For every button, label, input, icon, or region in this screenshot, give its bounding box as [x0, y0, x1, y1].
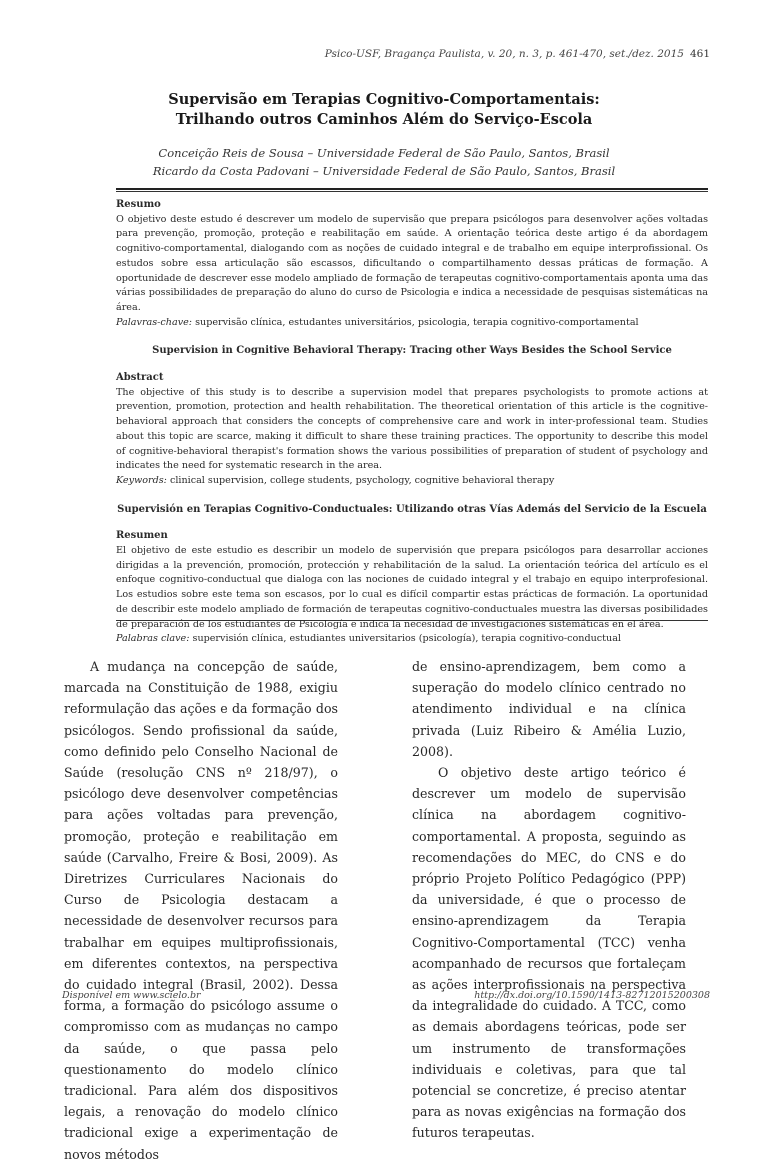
resumen-keywords-list: supervisión clínica, estudiantes universitarios (psicología), terapia cognitivo-conductual — [192, 633, 621, 645]
abstract-keywords-label: Keywords: — [116, 474, 167, 486]
abstracts-block — [116, 196, 708, 647]
running-header — [325, 48, 710, 60]
journal-citation: Psico-USF, Bragança Paulista, v. 20, n. 3, p. 461-470, set./dez. 2015 — [324, 48, 684, 60]
author-list — [0, 144, 768, 180]
resumo-keywords-list: supervisão clínica, estudantes universitários, psicologia, terapia cognitivo-comportamental — [195, 316, 639, 328]
spanish-title: Supervisión en Terapias Cognitivo-Conductuales: Utilizando otras Vías Además del Servicio de la Escuela — [117, 503, 707, 515]
author-1: Conceição Reis de Sousa – Universidade Federal de São Paulo, Santos, Brasil — [158, 146, 610, 160]
footer-availability: Disponível em www.scielo.br — [62, 990, 201, 1001]
article-title — [0, 90, 768, 130]
abstract-top-rule-thin — [116, 191, 708, 192]
resumen-heading: Resumen — [116, 530, 168, 542]
body-paragraph: A mudança na concepção de saúde, marcada na Constituição de 1988, exigiu reformulação das ações e da formação dos psicólogos. Sendo profissional da saúde, como definido pelo Conselho Nacional de Saúde (resolução CNS nº 218/97), o psicólogo deve desenvolver competências para ações voltadas para prevenção, promoção, proteção e reabilitação em saúde (Carvalho, Freire & Bosi, 2009). As Diretrizes Curriculares Nacionais do Curso de Psicologia destacam a necessidade de desenvolver recursos para trabalhar em equipes multiprofissionais, em diferentes contextos, na perspectiva do cuidado integral (Brasil, 2002). Dessa forma, a formação do psicólogo assume o compromisso com as mudanças no campo da saúde, o que passa pelo questionamento do modelo clínico tradicional. Para além dos dispositivos legais, a renovação do modelo clínico tradicional exige a experimentação de novos métodos — [64, 659, 338, 1162]
resumen-keywords-label: Palabras clave: — [116, 633, 190, 645]
resumo-text: O objetivo deste estudo é descrever um modelo de supervisão que prepara psicólogos para desenvolver ações voltadas para prevenção, promoção, proteção e reabilitação em saúde. A orientação teórica deste artigo é da abordagem cognitivo-comportamental, dialogando com as noções de cuidado integral e de trabalho em equipe interprofissional. Os estudos sobre essa articulação são escassos, dificultando o compartilhamento dessas práticas de formação. A oportunidade de descrever esse modelo ampliado de formação de terapeutas cognitivo-comportamentais aponta uma das várias possibilidades de preparação do aluno do curso de Psicologia e indica a necessidade de pesquisas sistemáticas na área. — [116, 213, 708, 313]
body-column-right — [412, 656, 686, 1144]
abstract-keywords-list: clinical supervision, college students, psychology, cognitive behavioral therapy — [169, 474, 555, 486]
resumo-heading: Resumo — [116, 199, 161, 210]
resumo-keywords — [116, 316, 708, 331]
body-paragraph: O objetivo deste artigo teórico é descrever um modelo de supervisão clínica na abordagem cognitivo-comportamental. A proposta, seguindo as recomendações do MEC, do CNS e do próprio Projeto Político Pedagógico (PPP) da universidade, é que o processo de ensino-aprendizagem da Terapia Cognitivo-Comportamental (TCC) venha acompanhado de recursos que fortaleçam as ações interprofissionais na perspectiva da integralidade do cuidado. A TCC, como as demais abordagens teóricas, pode ser um instrumento de transformações individuais e coletivas, para que tal potencial se concretize, é preciso atentar para as novas exigências na formação dos futuros terapeutas. — [412, 765, 686, 1141]
english-title: Supervision in Cognitive Behavioral Therapy: Tracing other Ways Besides the School Service — [152, 345, 672, 357]
title-line-2: Trilhando outros Caminhos Além do Serviço-Escola — [175, 111, 593, 128]
author-2: Ricardo da Costa Padovani – Universidade Federal de São Paulo, Santos, Brasil — [152, 164, 616, 178]
resumen-keywords — [116, 632, 708, 647]
resumo-keywords-label: Palavras-chave: — [116, 316, 193, 328]
title-line-1: Supervisão em Terapias Cognitivo-Comportamentais: — [168, 91, 600, 108]
abstract-keywords — [116, 474, 708, 489]
body-paragraph-continued: de ensino-aprendizagem, bem como a superação do modelo clínico centrado no atendimento individual e na clínica privada (Luiz Ribeiro & Amélia Luzio, 2008). — [412, 659, 686, 759]
abstract-top-rule — [116, 188, 708, 190]
body-column-left — [64, 656, 338, 1165]
footer-doi-link[interactable]: http://dx.doi.org/10.1590/1413-82712015200308 — [474, 990, 710, 1001]
abstract-text: The objective of this study is to describe a supervision model that prepares psychologists to promote actions at prevention, promotion, protection and health rehabilitation. The theoretical orientation of this article is the cognitive-behavioral approach that considers the concepts of comprehensive care and work in inter-professional team. Studies about this topic are scarce, making it difficult to share these training practices. The opportunity to describe this model of cognitive-behavioral therapist's formation shows the various possibilities of preparation of student of psychology and indicates the need for systematic research in the area. — [116, 386, 708, 472]
page-number: 461 — [689, 48, 710, 60]
abstract-heading: Abstract — [116, 372, 164, 384]
resumen-text: El objetivo de este estudio es describir un modelo de supervisión que prepara psicólogos para desarrollar acciones dirigidas a la prevención, promoción, protección y rehabilitación de la salud. La orientación teórica del artículo es el enfoque cognitivo-conductual que dialoga con las nociones de cuidado integral y el trabajo en equipo interprofesional. Los estudios sobre este tema son escasos, por lo cual es difícil compartir estas prácticas de formación. La oportunidad de describir este modelo ampliado de formación de terapeutas cognitivo-conductuales muestra las diversas posibilidades de preparación de los estudiantes de Psicología e indica la necesidad de investigaciones sistemáticas en el área. — [116, 545, 708, 630]
